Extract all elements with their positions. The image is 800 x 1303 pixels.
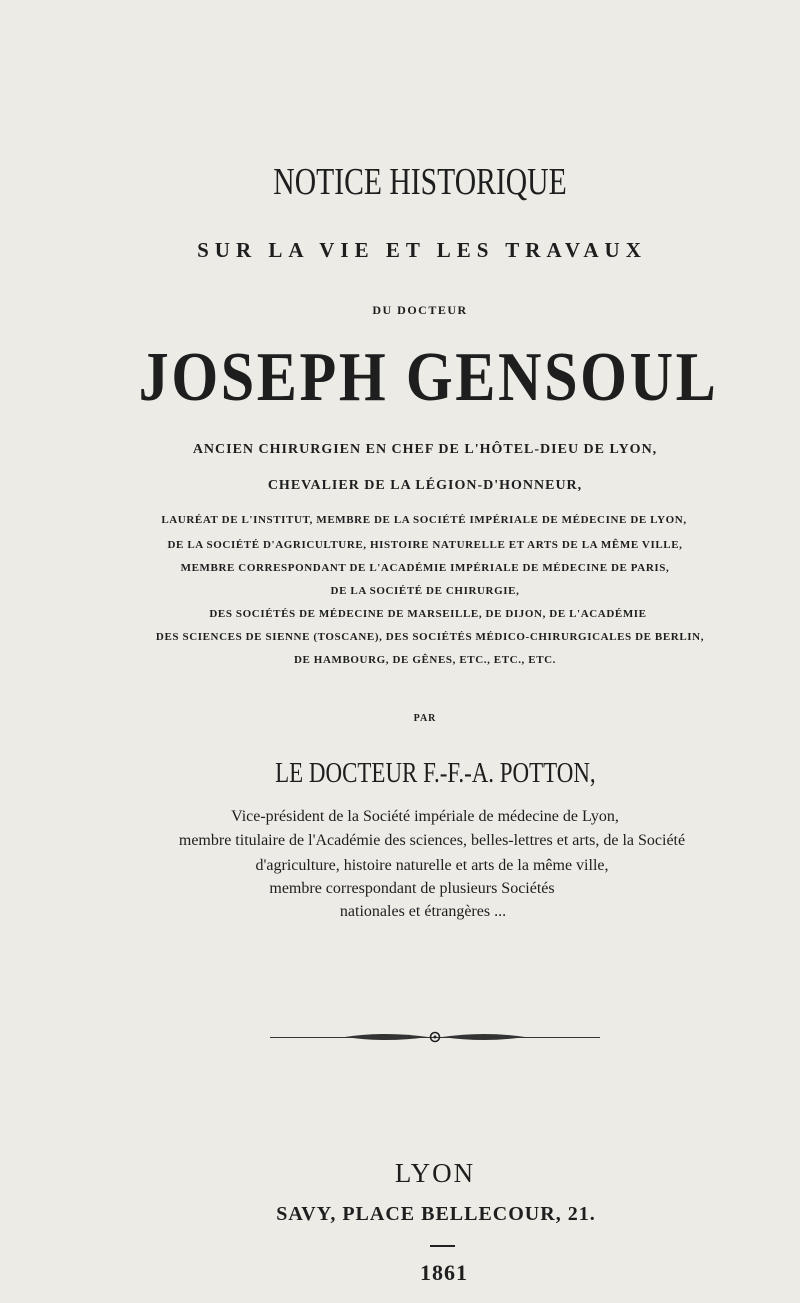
separator-dash xyxy=(430,1245,455,1247)
qualification-small-line: LAURÉAT DE L'INSTITUT, MEMBRE DE LA SOCIÉTÉ IMPÉRIALE DE MÉDECINE DE LYON, xyxy=(161,514,687,526)
publisher: SAVY, PLACE BELLECOUR, 21. xyxy=(276,1203,596,1225)
author-description-line: membre titulaire de l'Académie des sciences, belles-lettres et arts, de la Société xyxy=(178,832,686,849)
qualification-small-line: MEMBRE CORRESPONDANT DE L'ACADÉMIE IMPÉRIALE DE MÉDECINE DE PARIS, xyxy=(180,562,670,574)
subject-name: JOSEPH GENSOUL xyxy=(138,339,719,416)
author-name: LE DOCTEUR F.-F.-A. POTTON, xyxy=(275,758,596,789)
publication-city: LYON xyxy=(394,1158,476,1188)
du-docteur-label: DU DOCTEUR xyxy=(372,303,468,317)
author-description-line: membre correspondant de plusieurs Sociétés xyxy=(269,880,555,897)
qualification-small-line: DES SCIENCES DE SIENNE (TOSCANE), DES SOCIÉTÉS MÉDICO-CHIRURGICALES DE BERLIN, xyxy=(155,631,705,643)
qualification-line: ANCIEN CHIRURGIEN EN CHEF DE L'HÔTEL-DIEU DE LYON, xyxy=(192,442,658,457)
par-label: PAR xyxy=(413,713,437,724)
book-title: NOTICE HISTORIQUE xyxy=(273,161,567,203)
book-subtitle: SUR LA VIE ET LES TRAVAUX xyxy=(197,238,647,262)
publication-year: 1861 xyxy=(420,1260,468,1285)
author-description-line: d'agriculture, histoire naturelle et arts de la même ville, xyxy=(255,857,609,874)
qualification-line: CHEVALIER DE LA LÉGION-D'HONNEUR, xyxy=(267,478,583,493)
author-description-line: nationales et étrangères ... xyxy=(339,903,507,920)
author-description-line: Vice-président de la Société impériale de médecine de Lyon, xyxy=(231,808,619,825)
qualification-small-line: DE LA SOCIÉTÉ DE CHIRURGIE, xyxy=(330,585,520,597)
ornament-flourish-icon xyxy=(340,1027,530,1047)
qualification-small-line: DE HAMBOURG, DE GÊNES, ETC., ETC., ETC. xyxy=(293,654,557,666)
qualification-small-line: DE LA SOCIÉTÉ D'AGRICULTURE, HISTOIRE NATURELLE ET ARTS DE LA MÊME VILLE, xyxy=(167,539,683,551)
qualification-small-line: DES SOCIÉTÉS DE MÉDECINE DE MARSEILLE, DE DIJON, DE L'ACADÉMIE xyxy=(209,608,647,620)
